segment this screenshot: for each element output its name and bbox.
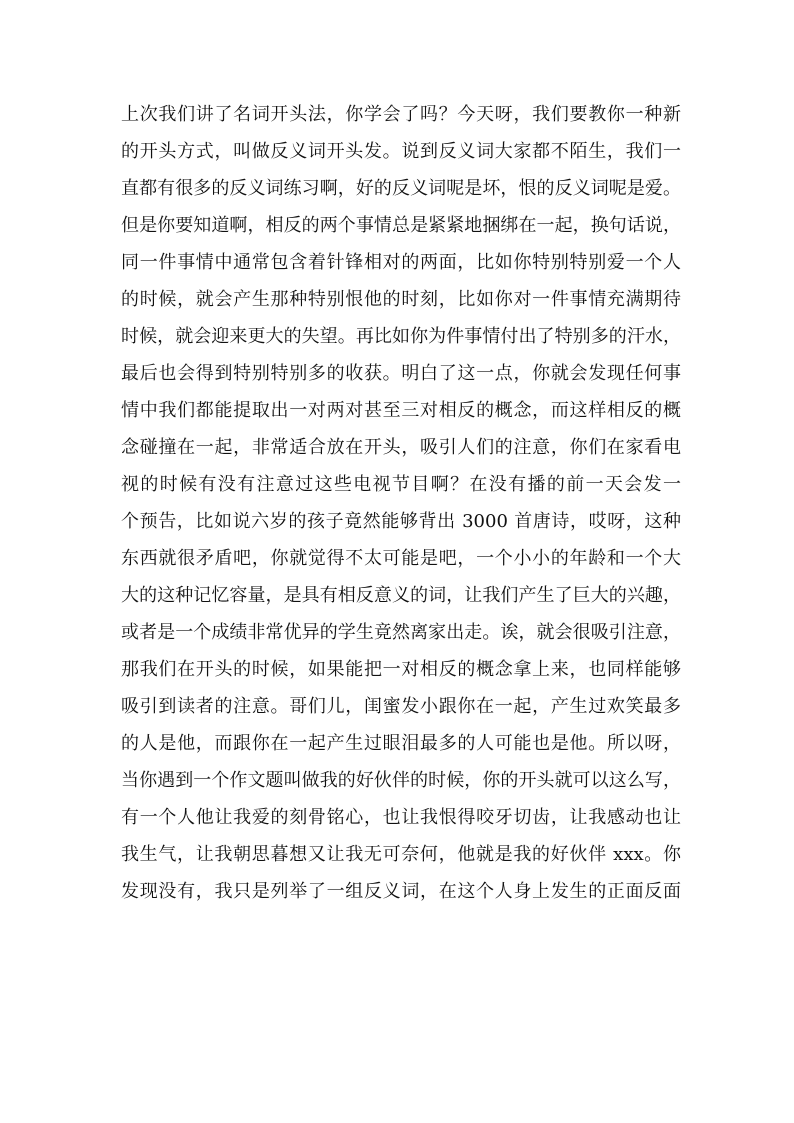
text-line: 当你遇到一个作文题叫做我的好伙伴的时候，你的开头就可以这么写，: [121, 770, 681, 791]
body-text: [121, 96, 681, 910]
text-line: 那我们在开头的时候，如果能把一对相反的概念拿上来，也同样能够: [121, 659, 681, 680]
text-line: 但是你要知道啊，相反的两个事情总是紧紧地捆绑在一起，换句话说，: [121, 215, 681, 236]
text-line: 的开头方式，叫做反义词开头发。说到反义词大家都不陌生，我们一: [121, 141, 681, 162]
text-line: 我生气，让我朝思暮想又让我无可奈何，他就是我的好伙伴 xxx。你: [121, 844, 681, 865]
text-line: 上次我们讲了名词开头法，你学会了吗？今天呀，我们要教你一种新: [121, 104, 681, 125]
text-line: 吸引到读者的注意。哥们儿，闺蜜发小跟你在一起，产生过欢笑最多: [121, 696, 681, 717]
text-line: 的时候，就会产生那种特别恨他的时刻，比如你对一件事情充满期待: [121, 289, 681, 310]
text-line: 个预告，比如说六岁的孩子竟然能够背出 3000 首唐诗，哎呀，这种: [121, 511, 681, 532]
text-line: 时候，就会迎来更大的失望。再比如你为件事情付出了特别多的汗水，: [121, 326, 681, 347]
text-line: 最后也会得到特别特别多的收获。明白了这一点，你就会发现任何事: [121, 363, 681, 384]
text-line: 直都有很多的反义词练习啊，好的反义词呢是坏，恨的反义词呢是爱。: [121, 178, 681, 199]
text-line: 情中我们都能提取出一对两对甚至三对相反的概念，而这样相反的概: [121, 400, 681, 421]
text-line: 大的这种记忆容量，是具有相反意义的词，让我们产生了巨大的兴趣，: [121, 585, 681, 606]
text-line: 有一个人他让我爱的刻骨铭心，也让我恨得咬牙切齿，让我感动也让: [121, 807, 681, 828]
text-line: 或者是一个成绩非常优异的学生竟然离家出走。诶，就会很吸引注意，: [121, 622, 681, 643]
text-line: 念碰撞在一起，非常适合放在开头，吸引人们的注意，你们在家看电: [121, 437, 681, 458]
text-line: 同一件事情中通常包含着针锋相对的两面，比如你特别特别爱一个人: [121, 252, 681, 273]
text-line: 发现没有，我只是列举了一组反义词，在这个人身上发生的正面反面: [121, 881, 681, 902]
text-line: 视的时候有没有注意过这些电视节目啊？在没有播的前一天会发一: [121, 474, 681, 495]
text-line: 东西就很矛盾吧，你就觉得不太可能是吧，一个小小的年龄和一个大: [121, 548, 681, 569]
text-line: 的人是他，而跟你在一起产生过眼泪最多的人可能也是他。所以呀，: [121, 733, 681, 754]
